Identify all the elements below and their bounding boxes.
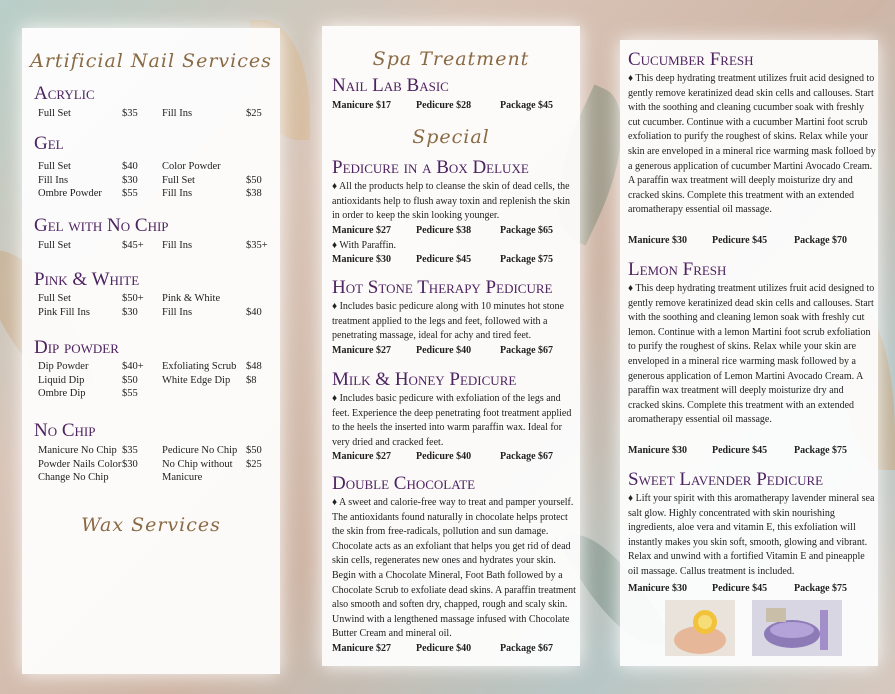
milk-honey-prices: [332, 451, 553, 462]
hot-stone-heading: Hot Stone Therapy Pedicure: [332, 277, 553, 298]
item-name-2: Fill Ins: [162, 108, 193, 119]
item-name: Manicure No Chip: [38, 445, 117, 456]
price-pedicure: Pedicure $40: [416, 643, 472, 654]
dip-powder-heading: Dip powder: [34, 337, 119, 358]
item-name: Full Set: [38, 240, 71, 251]
item-name: Ombre Dip: [38, 388, 86, 399]
price-package: Package $75: [794, 583, 848, 594]
milk-honey-desc: ♦ Includes basic pedicure with exfoliation of the legs and feet. Experience the deep penetrating foot treatment applied to the heels the inserted into warm paraffin wax. Ideal for very dried and cracked feet.: [332, 393, 572, 448]
hot-stone-desc: ♦ Includes basic pedicure along with 10 minutes hot stone treatment applied to the legs and feet, followed with a penetrating massage, ideal for achy and tired feet.: [332, 301, 564, 342]
price-manicure: Manicure $27: [332, 225, 391, 236]
item-price-2: $40: [246, 306, 262, 318]
item-name: Powder Nails Color: [38, 458, 122, 470]
milk-honey-heading: Milk & Honey Pedicure: [332, 369, 517, 390]
price-manicure: Manicure $27: [332, 451, 391, 462]
item-price: $35: [122, 108, 138, 119]
price-package: Package $75: [794, 445, 848, 456]
price-package: Package $45: [500, 100, 554, 111]
price-package: Package $67: [500, 345, 554, 356]
item-price: $35: [122, 445, 138, 456]
item-name: Liquid Dip: [38, 374, 85, 386]
item-name-2: Full Set: [162, 174, 195, 186]
price-manicure: Manicure $30: [628, 235, 687, 246]
item-price-2: $25: [246, 108, 262, 119]
item-name: Full Set: [38, 293, 71, 304]
cucumber-desc: ♦ This deep hydrating treatment utilizes fruit acid designed to gently remove keratinized dead skin cells and callouses. Start with the soothing and cleaning cucumber soak with freshly cut cucumber. Continue with a cucumber Martini foot scrub exfoliation to purify the roughest of skins. Relax while your skin are enveloped in a mineral rice warming mask folloed by a generous application of cucumber Martini Avocado Cream. A paraffin wax treatment will deeply moisturize dry and cracked skins. Complete this treatment with an extended aromatherapy essential oil massage.: [628, 73, 876, 216]
item-price-2: $8: [246, 374, 257, 386]
item-price: $30: [122, 174, 138, 186]
lemon-heading: Lemon Fresh: [628, 259, 727, 280]
wax-services-title: Wax Services: [81, 514, 221, 536]
lemon-hand-image: [665, 600, 735, 656]
double-chocolate-heading: Double Chocolate: [332, 473, 476, 494]
cucumber-prices: [628, 235, 847, 246]
price-pedicure: Pedicure $45: [712, 445, 768, 456]
item-price: $45+: [122, 240, 144, 251]
lavender-salt-image: [752, 600, 842, 656]
item-price-2: $25: [246, 458, 262, 470]
item-name-2: White Edge Dip: [162, 374, 231, 386]
item-name-2: Pedicure No Chip: [162, 445, 238, 456]
price-manicure: Manicure $30: [628, 583, 687, 594]
price-package: Package $65: [500, 225, 554, 236]
item-name-2: No Chip without: [162, 458, 233, 470]
price-manicure: Manicure $30: [332, 254, 391, 265]
pedicure-box-prices-paraffin: [332, 254, 553, 265]
double-chocolate-prices: [332, 643, 553, 654]
double-chocolate-desc: ♦ A sweet and calorie-free way to treat and pamper yourself. The antioxidants found naturally in chocolate helps protect the skin from free-radicals, pollution and sun damage. Chocolate acts as an exfoliant that helps you get rid of dead skin cells, regenerates new ones and hydrates your skin. Begin with a Chocolate Mineral, Foot Bath followed by a Chocolate Scrub to exfoliate dead skins. A paraffin treatment also smooth and soften dry, chapped, rough and scaly skin. Unwind with a lengthened massage infused with Chocolate Butter Cream and mineral oil.: [332, 497, 576, 640]
item-name: Change No Chip: [38, 472, 109, 483]
item-name-2: Color Powder: [162, 161, 221, 172]
price-pedicure: Pedicure $45: [712, 583, 768, 594]
price-manicure: Manicure $17: [332, 100, 391, 111]
item-price: $40+: [122, 361, 144, 372]
item-name: Dip Powder: [38, 361, 89, 372]
item-price-2: $35+: [246, 240, 268, 251]
artificial-nail-title: Artificial Nail Services: [30, 50, 272, 72]
item-price-2: $50: [246, 174, 262, 186]
item-price-2: $38: [246, 188, 262, 199]
item-price: $30: [122, 306, 138, 318]
item-name: Pink Fill Ins: [38, 306, 90, 318]
acrylic-heading: Acrylic: [34, 83, 95, 104]
middle-panel: [322, 26, 580, 666]
item-name: Ombre Powder: [38, 188, 102, 199]
price-pedicure: Pedicure $40: [416, 451, 472, 462]
item-price: $30: [122, 458, 138, 470]
pink-white-heading: Pink & White: [34, 269, 140, 290]
pedicure-box-desc: ♦ All the products help to cleanse the skin of dead cells, the antioxidants help to flush away toxin and replenish the skin in order to keep the skin looking younger.: [332, 181, 571, 222]
item-price: $50+: [122, 293, 144, 304]
item-name: Fill Ins: [38, 174, 69, 186]
cucumber-heading: Cucumber Fresh: [628, 49, 754, 70]
pedicure-box-sub: ♦ With Paraffin.: [332, 240, 397, 251]
item-name-2: Fill Ins: [162, 240, 193, 251]
item-price: $55: [122, 188, 138, 199]
gel-no-chip-heading: Gel with No Chip: [34, 215, 169, 236]
gel-heading: Gel: [34, 133, 64, 154]
price-package: Package $67: [500, 451, 554, 462]
hot-stone-prices: [332, 345, 553, 356]
nail-lab-prices: [332, 100, 553, 111]
item-name-2: Exfoliating Scrub: [162, 361, 237, 372]
price-pedicure: Pedicure $40: [416, 345, 472, 356]
right-panel: [620, 40, 878, 666]
item-name-2: Fill Ins: [162, 188, 193, 199]
price-pedicure: Pedicure $45: [416, 254, 472, 265]
item-name: Full Set: [38, 108, 71, 119]
item-price-2: $48: [246, 361, 262, 372]
price-pedicure: Pedicure $45: [712, 235, 768, 246]
pedicure-box-prices: [332, 225, 553, 236]
no-chip-heading: No Chip: [34, 420, 96, 441]
price-package: Package $75: [500, 254, 554, 265]
price-pedicure: Pedicure $38: [416, 225, 472, 236]
lemon-desc: ♦ This deep hydrating treatment utilizes fruit acid designed to gently remove keratinized dead skin cells and callouses. Start with the soothing and cleaning lemon soak with freshly cut lemon. Continue with a lemon Martini foot scrub exfoliation to purify the roughest of skins. Relax while your skin are enveloped in a mineral rice warming mask followed by a generous application of Lemon Martini Avocado Cream. A paraffin wax treatment will deeply moisturize dry and cracked skins. Complete this treatment with an extended aromatherapy essential oil massage.: [628, 283, 875, 426]
price-manicure: Manicure $27: [332, 345, 391, 356]
item-name: Full Set: [38, 161, 71, 172]
item-price-2: $50: [246, 445, 262, 456]
lemon-prices: [628, 445, 847, 456]
price-pedicure: Pedicure $28: [416, 100, 472, 111]
item-name-2: Fill Ins: [162, 306, 193, 318]
pedicure-box-heading: Pedicure in a Box Deluxe: [332, 157, 529, 178]
item-price: $40: [122, 161, 138, 172]
nail-lab-heading: Nail Lab Basic: [332, 75, 449, 96]
price-package: Package $67: [500, 643, 554, 654]
special-title: Special: [412, 126, 490, 148]
price-package: Package $70: [794, 235, 848, 246]
item-price: $50: [122, 374, 138, 386]
item-price: $55: [122, 388, 138, 399]
item-name-2: Manicure: [162, 472, 203, 483]
price-manicure: Manicure $30: [628, 445, 687, 456]
lavender-heading: Sweet Lavender Pedicure: [628, 469, 824, 490]
lavender-prices: [628, 583, 847, 594]
left-panel: [22, 28, 280, 674]
item-name-2: Pink & White: [162, 293, 221, 304]
lavender-desc: ♦ Lift your spirit with this aromatherapy lavender mineral sea salt glow. Highly concentrated with skin nourishing ingredients, aloe vera and vitamin E, this exfoliation will instantly makes you skin soft, smooth, glowing and vibrant. Relax and unwind with a fortified Vitamin E and pineapple oil massage. Callus treatment is included.: [628, 493, 875, 577]
spa-treatment-title: Spa Treatment: [372, 48, 530, 70]
price-manicure: Manicure $27: [332, 643, 391, 654]
